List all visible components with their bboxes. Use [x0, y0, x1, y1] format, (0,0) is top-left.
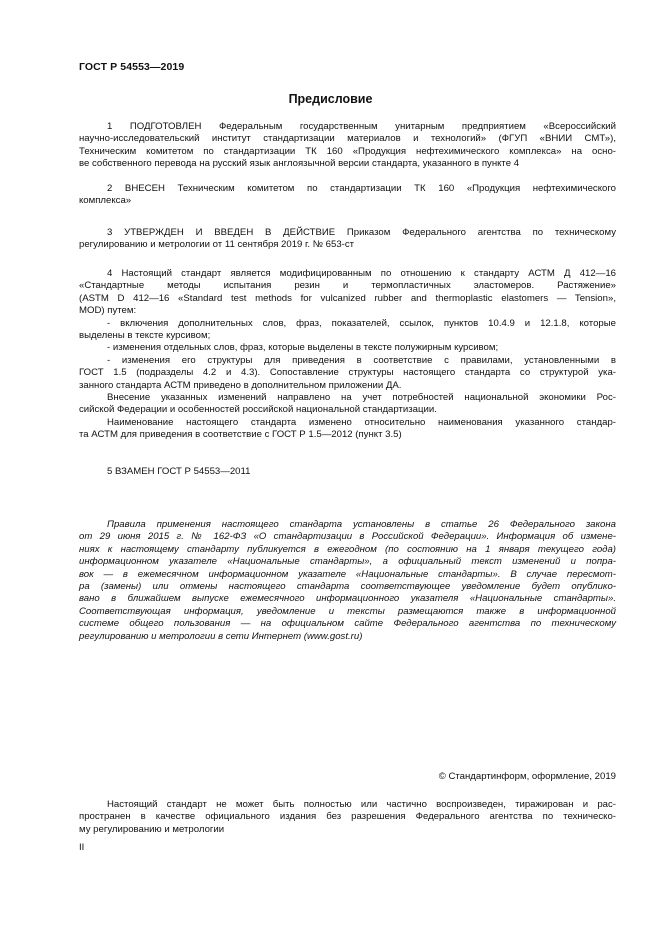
text-line: выделены в тексте курсивом; [79, 330, 211, 342]
text-line: системе общего пользования — на официальном сайте Федерального агентства по техническому [79, 618, 616, 630]
text-line: сийской Федерации и особенностей российской национальной стандартизации. [79, 404, 437, 416]
text-line: та АСТМ для приведения в соответствие с ГОСТ Р 1.5—2012 (пункт 3.5) [79, 429, 402, 441]
text-line: занного стандарта АСТМ приведено в дополнительном приложении ДА. [79, 379, 402, 391]
foreword-item-1 [79, 121, 616, 171]
text-line: от 29 июня 2015 г. № 162-ФЗ «О стандартизации в Российской Федерации». Информация об измене- [79, 531, 616, 543]
text-line: (ASTM D 412—16 «Standard test methods for vulcanized rubber and thermoplastic elastomers — Tension», [79, 292, 616, 304]
text-line: 4 Настоящий стандарт является модифицированным по отношению к стандарту АСТМ Д 412—16 [107, 268, 616, 279]
copyright-line: © Стандартинформ, оформление, 2019 [438, 771, 616, 782]
text-line: Внесение указанных изменений направлено на учет потребностей национальной экономики Рос- [107, 392, 616, 404]
text-line: комплекса» [79, 195, 132, 207]
text-line: - изменения отдельных слов, фраз, которые выделены в тексте полужирным курсивом; [107, 342, 499, 354]
text-line: пространен в качестве официального издания без разрешения Федерального агентства по техническо- [79, 811, 616, 823]
text-line: Соответствующая информация, уведомление и тексты размещаются также в информационной [79, 605, 616, 617]
text-line: ве собственного перевода на русский язык англоязычной версии стандарта, указанного в пункте 4 [79, 158, 520, 170]
text-line: ниях к настоящему стандарту публикуется в ежегодном (по состоянию на 1 января текущего года) [79, 543, 616, 555]
text-line: информационном указателе «Национальные стандарты», а официальный текст изменений и попра- [79, 556, 616, 568]
reproduction-notice [79, 799, 616, 836]
application-notice [79, 519, 616, 643]
text-line: Наименование настоящего стандарта изменено относительно наименования указанного стандар- [107, 416, 616, 428]
text-line: Настоящий стандарт не может быть полностью или частично воспроизведен, тиражирован и рас- [107, 799, 616, 810]
text-line: 1 ПОДГОТОВЛЕН Федеральным государственным унитарным предприятием «Всероссийский [107, 121, 616, 132]
text-line: регулированию и метрологии от 11 сентября 2019 г. № 653-ст [79, 239, 355, 251]
foreword-item-5 [79, 466, 616, 478]
text-line: научно-исследовательский институт стандартизации материалов и технологий» (ФГУП «ВНИИ СМТ»), [79, 133, 616, 145]
document-header: ГОСТ Р 54553—2019 [79, 61, 185, 73]
text-line: му регулированию и метрологии [79, 823, 225, 835]
text-line: 3 УТВЕРЖДЕН И ВВЕДЕН В ДЕЙСТВИЕ Приказом Федерального агентства по техническому [107, 227, 616, 238]
text-line: Правила применения настоящего стандарта установлены в статье 26 Федерального закона [107, 519, 616, 530]
text-line: MOD) путем: [79, 305, 137, 317]
page-title: Предисловие [288, 92, 373, 106]
text-line: регулированию и метрологии в сети Интернет (www.gost.ru) [79, 630, 363, 642]
text-line: ра (замены) или отмены настоящего стандарта соответствующее уведомление будет опублико- [79, 581, 616, 593]
foreword-item-3 [79, 227, 616, 252]
text-line: Техническим комитетом по стандартизации ТК 160 «Продукция нефтехимического комплекса» на осно- [79, 145, 616, 157]
foreword-item-2 [79, 183, 616, 208]
page-number: II [79, 842, 85, 853]
text-line: ГОСТ 1.5 (подразделы 4.2 и 4.3). Сопоставление структуры настоящего стандарта со структурой ука- [79, 367, 616, 379]
text-line: 5 ВЗАМЕН ГОСТ Р 54553—2011 [107, 466, 251, 477]
text-line: вано в ближайшем выпуске ежемесячного информационного указателя «Национальные стандарты». [79, 593, 616, 605]
text-line: - изменения его структуры для приведения в соответствие с правилами, установленными в [107, 354, 616, 366]
text-line: 2 ВНЕСЕН Техническим комитетом по стандартизации ТК 160 «Продукция нефтехимического [107, 183, 616, 194]
text-line: - включения дополнительных слов, фраз, показателей, ссылок, пунктов 10.4.9 и 12.1.8, которые [107, 317, 616, 329]
foreword-item-4 [79, 268, 616, 442]
text-line: вок — в ежемесячном информационном указателе «Национальные стандарты». В случае пересмот- [79, 568, 616, 580]
text-line: «Стандартные методы испытания резин и термопластичных эластомеров. Растяжение» [79, 280, 616, 292]
